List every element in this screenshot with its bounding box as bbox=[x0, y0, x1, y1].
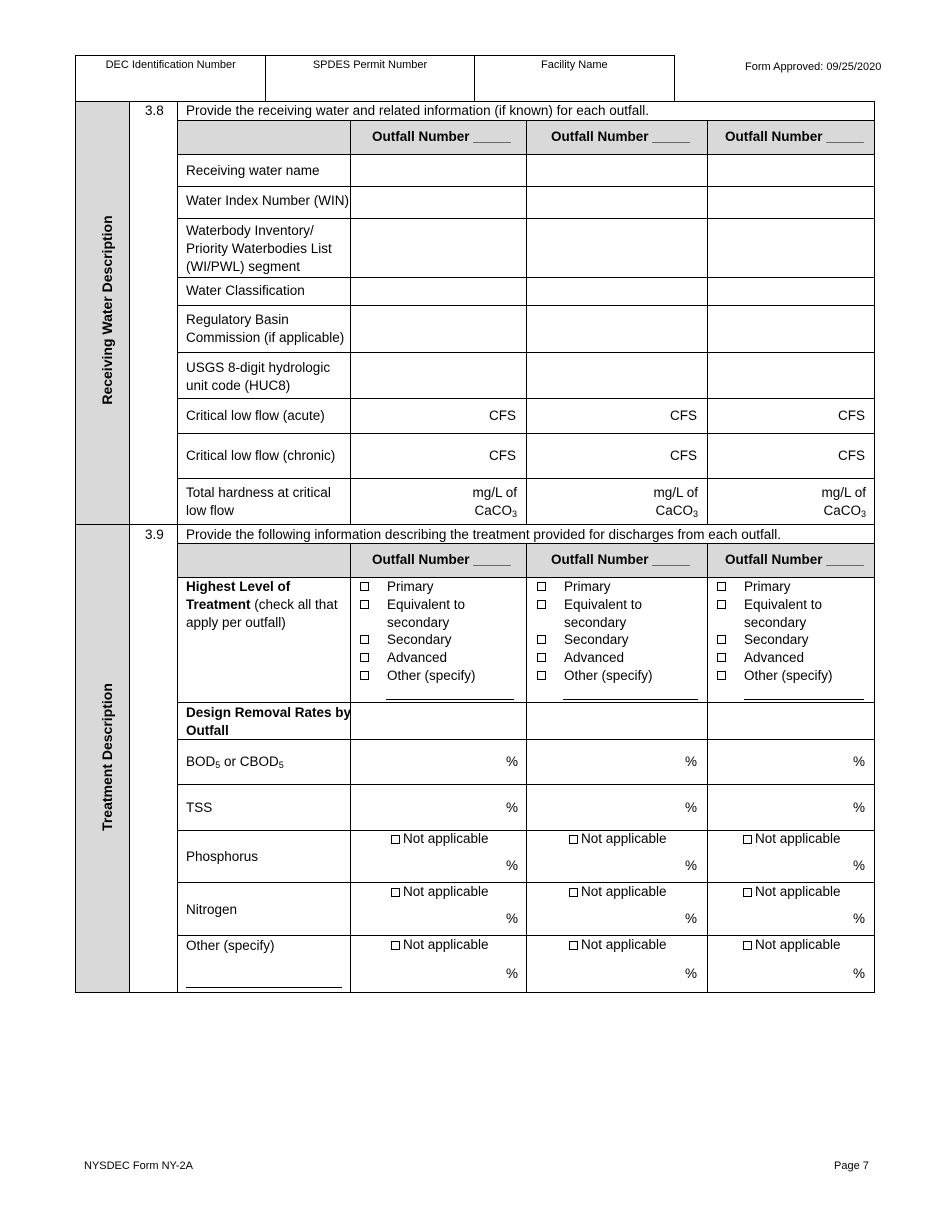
row-label-other-specify: Other (specify) bbox=[186, 938, 275, 953]
percent-sign: % bbox=[684, 911, 697, 926]
checkbox-advanced[interactable] bbox=[717, 653, 726, 662]
outfall-number-header[interactable]: Outfall Number _____ bbox=[551, 552, 690, 567]
other-specify-line[interactable] bbox=[563, 699, 698, 700]
row-label-phosphorus: Phosphorus bbox=[186, 849, 259, 864]
unit-cfs: CFS bbox=[838, 448, 865, 463]
row-label-bod: $BOD_5$ or $CBOD_5$ bbox=[186, 754, 284, 770]
outfall-number-header[interactable]: Outfall Number _____ bbox=[725, 129, 864, 144]
form-approved: Form Approved: 09/25/2020 bbox=[745, 61, 882, 73]
checkbox-other[interactable] bbox=[537, 671, 546, 680]
percent-sign: % bbox=[505, 911, 518, 926]
row-label-hardness: Total hardness at critical low flow bbox=[186, 485, 331, 518]
row-label-chronic: Critical low flow (chronic) bbox=[186, 448, 336, 463]
unit-hardness: mg/L of CaCO$_3$ bbox=[653, 485, 698, 519]
not-applicable-option[interactable]: Not applicable bbox=[743, 884, 841, 899]
checkbox-equivalent[interactable] bbox=[360, 600, 369, 609]
checkbox-other[interactable] bbox=[717, 671, 726, 680]
percent-sign: % bbox=[852, 966, 865, 981]
checkbox-advanced[interactable] bbox=[360, 653, 369, 662]
percent-sign: % bbox=[852, 800, 865, 815]
percent-sign: % bbox=[852, 911, 865, 926]
percent-sign: % bbox=[852, 754, 865, 769]
checkbox-secondary[interactable] bbox=[537, 635, 546, 644]
outfall-number-header[interactable]: Outfall Number _____ bbox=[725, 552, 864, 567]
percent-sign: % bbox=[505, 800, 518, 815]
form-name: NYSDEC Form NY-2A bbox=[84, 1160, 194, 1172]
checkbox-not-applicable[interactable] bbox=[569, 941, 578, 950]
not-applicable-option[interactable]: Not applicable bbox=[743, 831, 841, 846]
unit-hardness: mg/L of CaCO$_3$ bbox=[821, 485, 866, 519]
not-applicable-option[interactable]: Not applicable bbox=[743, 937, 841, 952]
row-label-basin: Regulatory Basin Commission (if applicable) bbox=[186, 312, 345, 345]
unit-hardness: mg/L of CaCO$_3$ bbox=[472, 485, 517, 519]
not-applicable-option[interactable]: Not applicable bbox=[391, 831, 489, 846]
not-applicable-option[interactable]: Not applicable bbox=[391, 884, 489, 899]
facility-name-field[interactable] bbox=[475, 56, 674, 102]
checkbox-not-applicable[interactable] bbox=[743, 888, 752, 897]
other-specify-line[interactable] bbox=[386, 699, 514, 700]
facility-label: Facility Name bbox=[541, 59, 608, 71]
unit-cfs: CFS bbox=[838, 408, 865, 423]
checkbox-advanced[interactable] bbox=[537, 653, 546, 662]
outfall-number-header[interactable]: Outfall Number _____ bbox=[372, 129, 511, 144]
section-number-39: 3.9 bbox=[145, 527, 164, 542]
row-label-win: Water Index Number (WIN) bbox=[186, 193, 350, 208]
not-applicable-option[interactable]: Not applicable bbox=[391, 937, 489, 952]
instruction-39: Provide the following information describing the treatment provided for discharges from each outfall. bbox=[186, 527, 782, 542]
percent-sign: % bbox=[684, 966, 697, 981]
percent-sign: % bbox=[505, 858, 518, 873]
receiving-water-title: Receiving Water Description bbox=[99, 215, 115, 405]
row-label-treatment-level: Highest Level of Treatment (check all that apply per outfall) bbox=[186, 579, 338, 630]
checkbox-not-applicable[interactable] bbox=[391, 835, 400, 844]
checkbox-primary[interactable] bbox=[537, 582, 546, 591]
checkbox-not-applicable[interactable] bbox=[743, 941, 752, 950]
checkbox-not-applicable[interactable] bbox=[569, 835, 578, 844]
row-label-nitrogen: Nitrogen bbox=[186, 902, 238, 917]
percent-sign: % bbox=[684, 754, 697, 769]
treatment-options: Primary Equivalent to secondary Secondary Advanced Other (specify) bbox=[717, 578, 867, 702]
section-number-38: 3.8 bbox=[145, 103, 164, 118]
checkbox-primary[interactable] bbox=[360, 582, 369, 591]
outfall-number-header[interactable]: Outfall Number _____ bbox=[551, 129, 690, 144]
checkbox-equivalent[interactable] bbox=[717, 600, 726, 609]
unit-cfs: CFS bbox=[670, 408, 697, 423]
unit-cfs: CFS bbox=[489, 408, 516, 423]
dec-id-label: DEC Identification Number bbox=[105, 59, 236, 71]
checkbox-primary[interactable] bbox=[717, 582, 726, 591]
treatment-title: Treatment Description bbox=[99, 683, 115, 831]
checkbox-secondary[interactable] bbox=[717, 635, 726, 644]
checkbox-not-applicable[interactable] bbox=[569, 888, 578, 897]
other-specify-line[interactable] bbox=[186, 987, 342, 988]
not-applicable-option[interactable]: Not applicable bbox=[569, 831, 667, 846]
treatment-options: Primary Equivalent to secondary Secondary Advanced Other (specify) bbox=[360, 578, 520, 702]
checkbox-not-applicable[interactable] bbox=[391, 888, 400, 897]
row-label-classification: Water Classification bbox=[186, 283, 305, 298]
dec-id-field[interactable] bbox=[76, 56, 266, 102]
row-label-wipwl: Waterbody Inventory/ Priority Waterbodies List (WI/PWL) segment bbox=[186, 223, 332, 274]
row-label-tss: TSS bbox=[186, 800, 213, 815]
row-label-huc8: USGS 8-digit hydrologic unit code (HUC8) bbox=[186, 360, 331, 393]
unit-cfs: CFS bbox=[489, 448, 516, 463]
design-removal-label: Design Removal Rates by Outfall bbox=[186, 705, 352, 738]
not-applicable-option[interactable]: Not applicable bbox=[569, 937, 667, 952]
checkbox-not-applicable[interactable] bbox=[743, 835, 752, 844]
treatment-options: Primary Equivalent to secondary Secondary Advanced Other (specify) bbox=[537, 578, 697, 702]
checkbox-secondary[interactable] bbox=[360, 635, 369, 644]
checkbox-other[interactable] bbox=[360, 671, 369, 680]
percent-sign: % bbox=[852, 858, 865, 873]
outfall-number-header[interactable]: Outfall Number _____ bbox=[372, 552, 511, 567]
spdes-permit-field[interactable] bbox=[266, 56, 474, 102]
page-number: Page 7 bbox=[834, 1160, 869, 1172]
spdes-label: SPDES Permit Number bbox=[312, 59, 428, 71]
other-specify-line[interactable] bbox=[744, 699, 864, 700]
row-label-receiving-water: Receiving water name bbox=[186, 163, 320, 178]
instruction-38: Provide the receiving water and related information (if known) for each outfall. bbox=[186, 103, 649, 118]
percent-sign: % bbox=[684, 858, 697, 873]
checkbox-not-applicable[interactable] bbox=[391, 941, 400, 950]
percent-sign: % bbox=[684, 800, 697, 815]
row-label-acute: Critical low flow (acute) bbox=[186, 408, 325, 423]
checkbox-equivalent[interactable] bbox=[537, 600, 546, 609]
percent-sign: % bbox=[505, 966, 518, 981]
percent-sign: % bbox=[505, 754, 518, 769]
not-applicable-option[interactable]: Not applicable bbox=[569, 884, 667, 899]
header-fields bbox=[75, 55, 675, 101]
unit-cfs: CFS bbox=[670, 448, 697, 463]
